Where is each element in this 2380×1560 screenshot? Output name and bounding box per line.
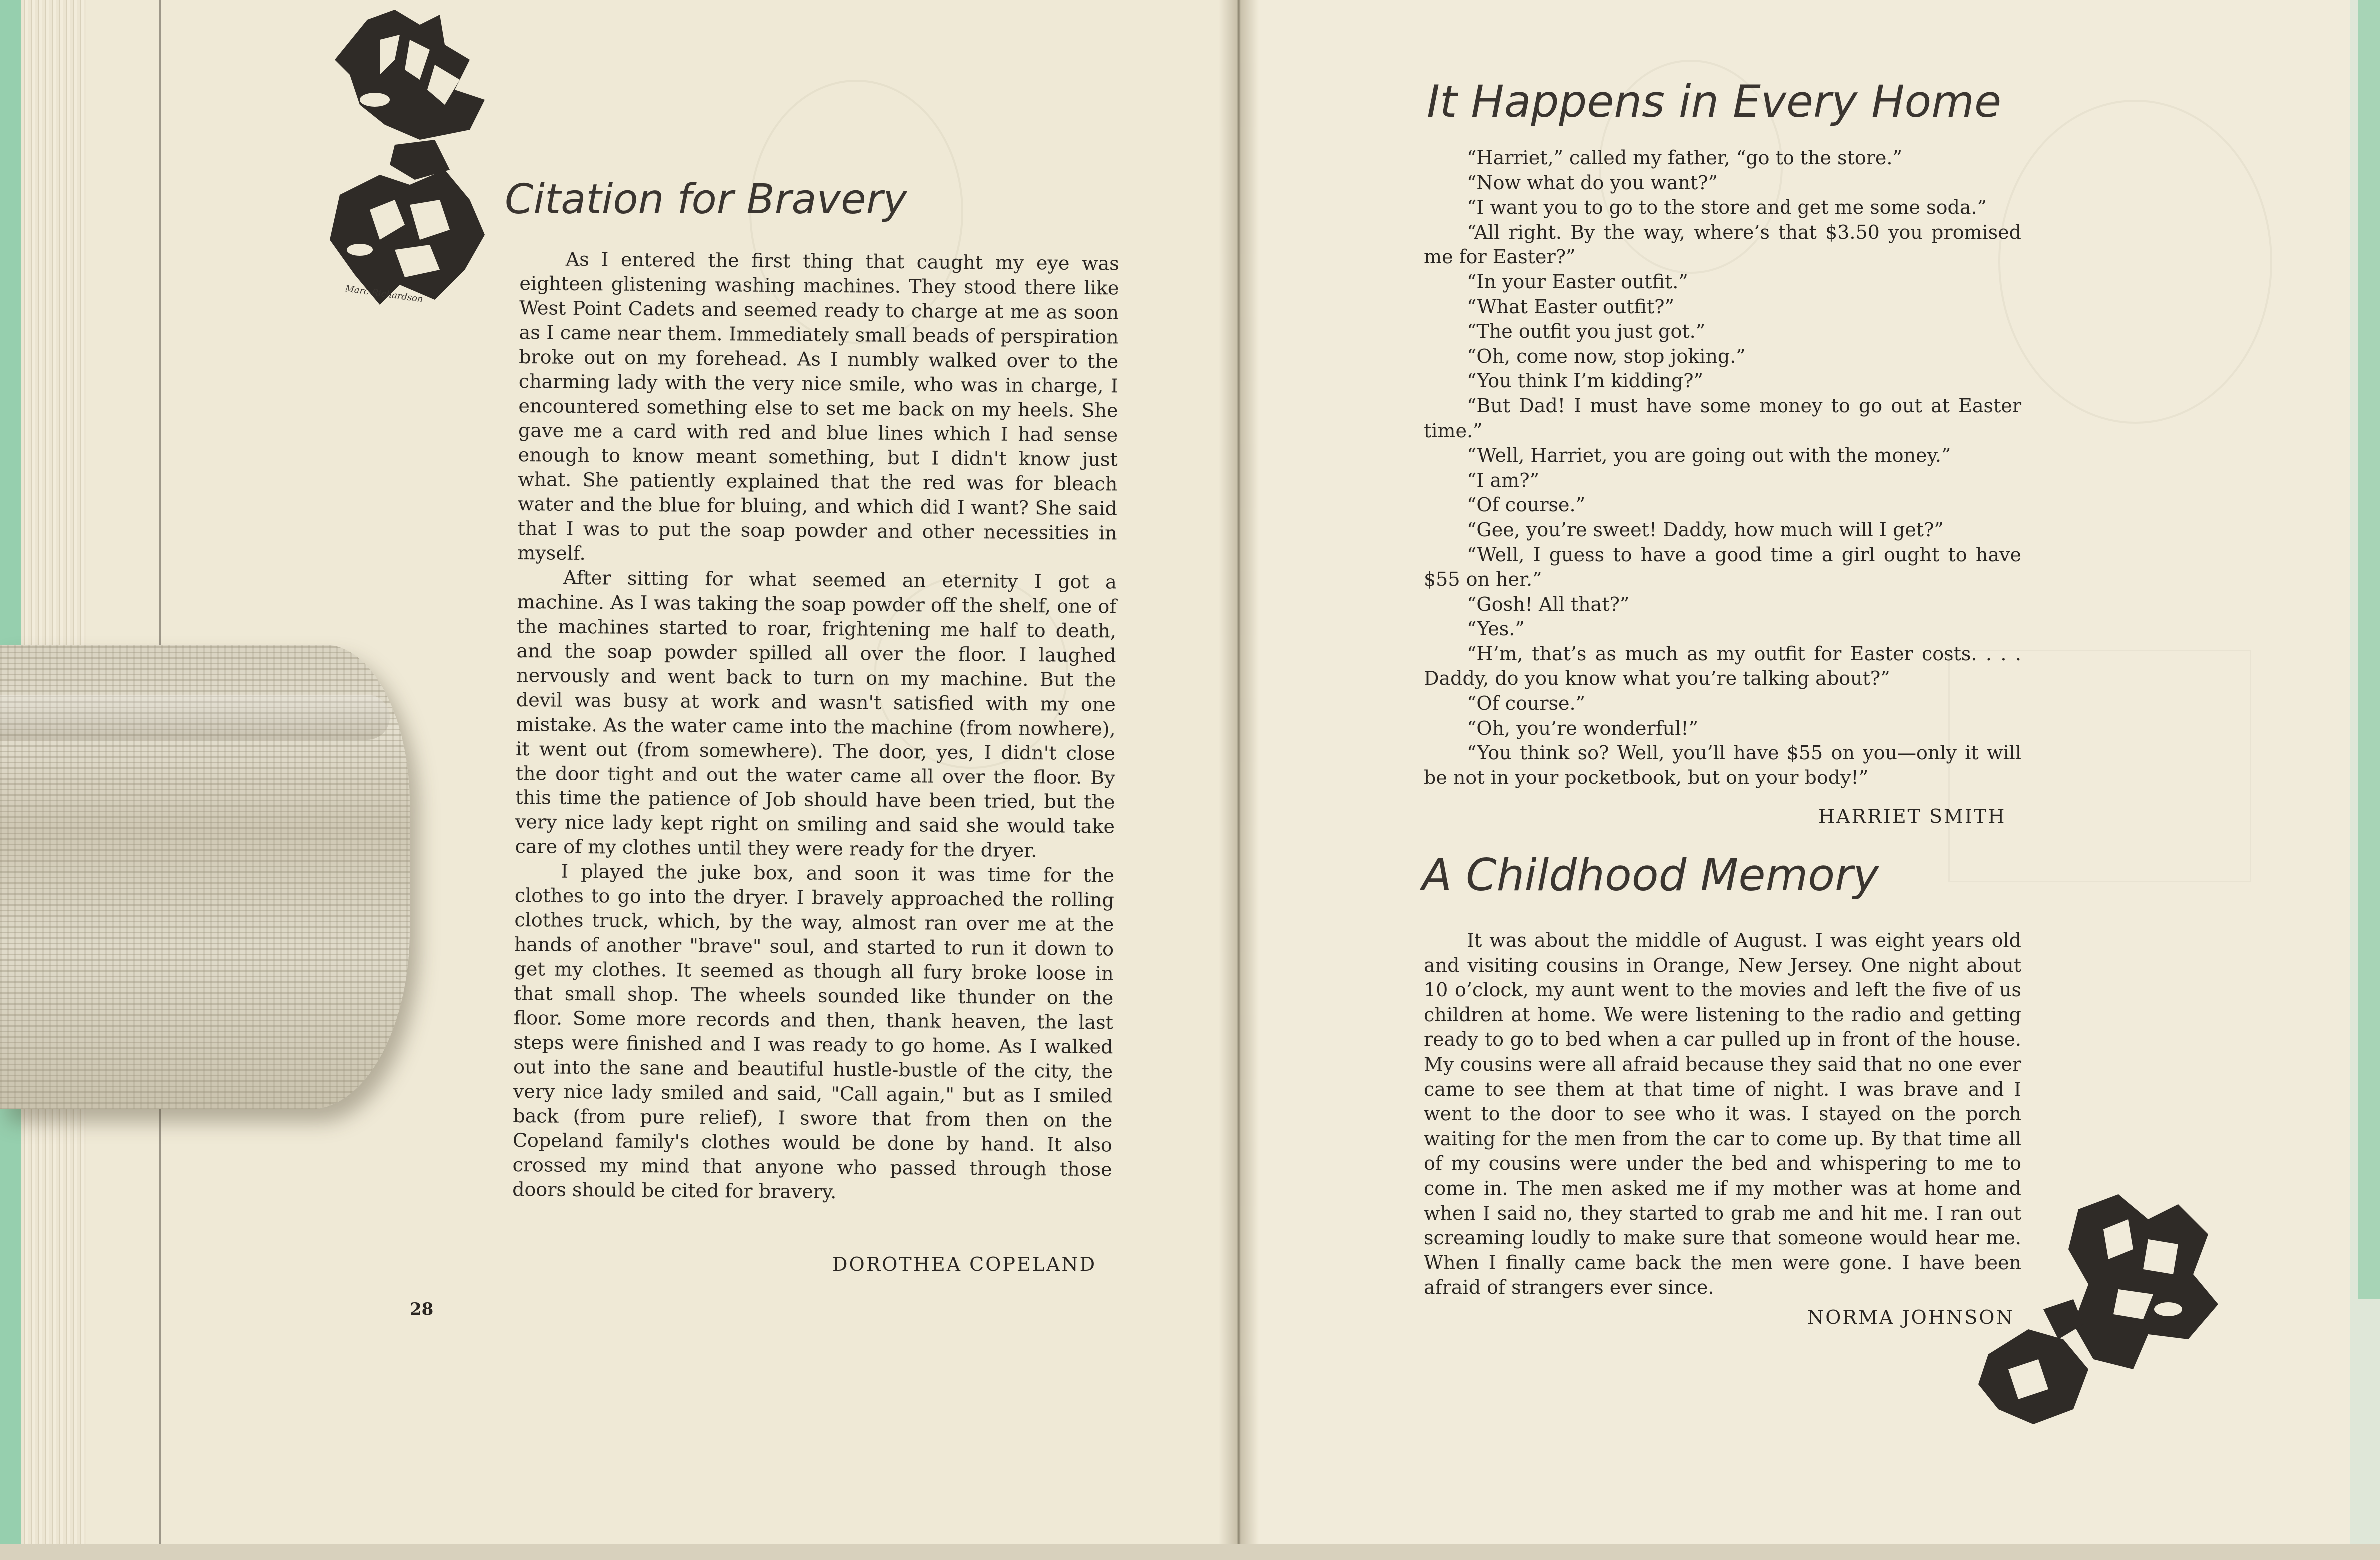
dialogue-line: “I want you to go to the store and get me some soda.” (1467, 196, 1987, 219)
dialogue-line: “Now what do you want?” (1467, 171, 1718, 194)
dialogue-line: “You think I’m kidding?” (1467, 370, 1703, 392)
author-harriet-smith: HARRIET SMITH (1818, 805, 2006, 827)
paragraph: I played the juke box, and soon it was time for the clothes to go into the dryer. I bravely approached the rolling clothes truck, which, by the way, almost ran over me at the hands of another "brave" soul, and started to run it down to get my clothes. It seemed as though all fury broke loose in that small shop. The wheels sounded like thunder on the floor. Some more records and then, thank heaven, the last steps were finished and I was ready to go home. As I walked out into the sane and beautiful hustle-bustle of the city, the very nice lady smiled and said, "Call again," but as I smiled back (from pure relief), I swore that from then on the Copeland family's clothes would be done by hand. It also crossed my mind that anyone who passed through those doors should be cited for bravery. (512, 860, 1115, 1203)
dialogue-line: “Harriet,” called my father, “go to the store.” (1467, 147, 1902, 169)
dialogue-line: “But Dad! I must have some money to go out at Easter time.” (1424, 394, 2021, 442)
illustration-signature: Marc Richardson (344, 283, 424, 305)
dialogue-line: “Of course.” (1467, 494, 1586, 516)
woodcut-flower-illustration (320, 5, 550, 325)
paragraph: After sitting for what seemed an eternity I got a machine. As I was taking the soap powder off the shelf, one of the machines started to roar, frightening me half to death, and the soap powder spilled all over the floor. I laughed nervously and went back to turn on my machine. But the devil was busy at work and wasn't satisfied with my one mistake. As the water came into the machine (from nowhere), it went out (from somewhere). The door, yes, I didn't close the door tight and out the water came all over the floor. By this time the patience of Job should have been tried, but the very nice lady kept right on smiling and said she would take care of my clothes until they were ready for the dryer. (515, 566, 1117, 862)
show-through-drawing (1998, 100, 2272, 424)
dialogue-line: “H’m, that’s as much as my outfit for Easter costs. . . . Daddy, do you know what you’re talking about?” (1424, 642, 2021, 690)
dialogue-line: “Gee, you’re sweet! Daddy, how much will I get?” (1467, 518, 1944, 541)
right-green-edge (2358, 0, 2380, 1299)
story-title-childhood-memory: A Childhood Memory (1422, 849, 1879, 901)
page-number: 28 (410, 1299, 434, 1319)
story-body-citation (512, 247, 1119, 1206)
dialogue-line: “Well, I guess to have a good time a girl ought to have $55 on her.” (1424, 543, 2021, 591)
dialogue-line: “Yes.” (1467, 618, 1525, 640)
dialogue-line: “All right. By the way, where’s that $3.50 you promised me for Easter?” (1424, 221, 2021, 268)
dialogue-line: “Gosh! All that?” (1467, 593, 1630, 615)
dialogue-line: “Oh, come now, stop joking.” (1467, 345, 1746, 367)
dialogue-line: “I am?” (1467, 469, 1540, 491)
story-title-it-happens: It Happens in Every Home (1427, 76, 2002, 127)
author-norma-johnson: NORMA JOHNSON (1807, 1306, 2014, 1328)
book-gutter (1219, 0, 1259, 1560)
bottom-page-edge (0, 1544, 2380, 1560)
paragraph: It was about the middle of August. I was eight years old and visiting cousins in Orange, New Jersey. One night about 10 o’clock, my aunt went to the movies and left the five of us children at home. We were listening to the radio and getting ready to go to bed when a car pulled up in front of the house. My cousins were all afraid because they said that no one ever came to see them at that time of night. I was brave and I went to the door to see who it was. I stayed on the porch waiting for the men from the car to come up. By that time all of my cousins were under the bed and whispering to me to come in. The men asked me if my mother was at home and when I said no, they started to grab me and hit me. I ran out screaming loudly to make sure that someone would hear me. When I finally came back the men were gone. I have been afraid of strangers ever since. (1424, 929, 2021, 1299)
author-dorothea-copeland: DOROTHEA COPELAND (832, 1253, 1097, 1275)
dialogue-line: “Well, Harriet, you are going out with the money.” (1467, 444, 1951, 467)
dialogue-line: “You think so? Well, you’ll have $55 on you—only it will be not in your pocketbook, but on your body!” (1424, 742, 2021, 788)
dialogue-line: “Of course.” (1467, 692, 1586, 715)
paragraph: As I entered the first thing that caught my eye was eighteen glistening washing machines. They stood there like West Point Cadets and seemed ready to charge at me as soon as I came near them. Immediately small beads of perspiration broke out on my forehead. As I numbly walked over to the charming lady with the very nice smile, who was in charge, I encountered something else to set me back on my heels. She gave me a card with red and blue lines which I had sense enough to know meant something, but I didn't know just what. She patiently explained that the red was for bleach water and the blue for bluing, and which did I want? She said that I was to put the soap powder and other necessities in myself. (517, 248, 1119, 565)
knit-cuff-fold-shading (0, 695, 390, 740)
story-body-childhood-memory (1424, 928, 2021, 1300)
woodcut-flower-illustration-right (1968, 1189, 2238, 1429)
dialogue-line: “Oh, you’re wonderful!” (1467, 717, 1699, 739)
story-title-citation-for-bravery: Citation for Bravery (505, 176, 907, 223)
dialogue-line: “The outfit you just got.” (1467, 320, 1706, 343)
dialogue-line: “In your Easter outfit.” (1467, 270, 1688, 293)
story-body-it-happens (1424, 146, 2021, 790)
dialogue-line: “What Easter outfit?” (1467, 295, 1674, 318)
